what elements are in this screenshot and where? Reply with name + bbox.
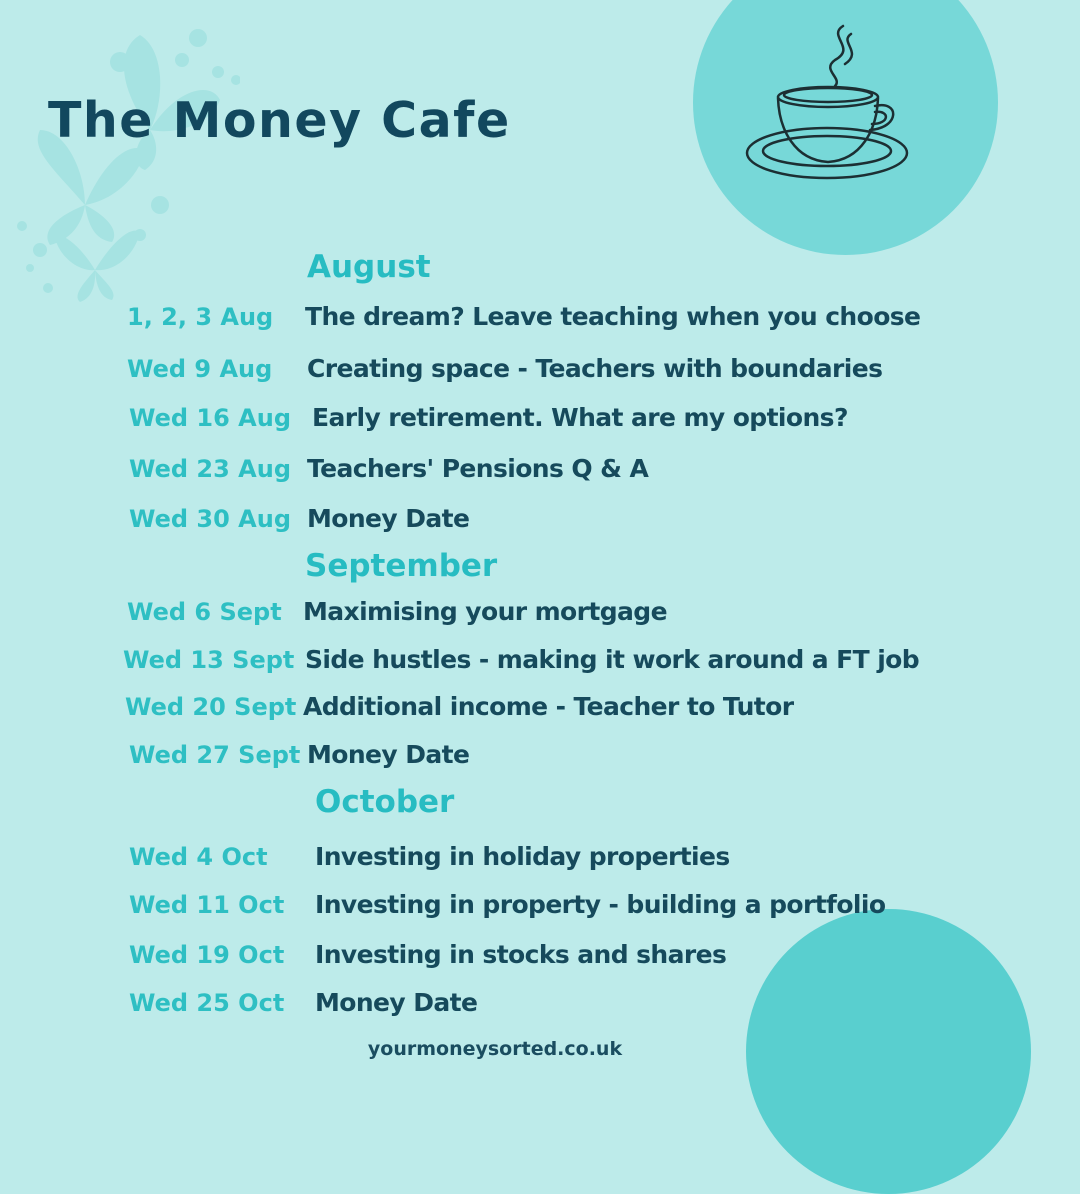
event-date: Wed 16 Aug xyxy=(129,404,292,432)
event-title: Creating space - Teachers with boundaries xyxy=(307,354,883,383)
coffee-cup-icon xyxy=(735,20,915,190)
event-title: Maximising your mortgage xyxy=(303,597,667,626)
event-date: Wed 6 Sept xyxy=(127,598,282,626)
event-title: The dream? Leave teaching when you choose xyxy=(305,302,921,331)
website-link[interactable]: yourmoneysorted.co.uk xyxy=(367,1038,623,1060)
event-title: Investing in holiday properties xyxy=(315,842,730,871)
event-title: Additional income - Teacher to Tutor xyxy=(303,692,794,721)
event-title: Money Date xyxy=(307,740,470,769)
event-date: Wed 9 Aug xyxy=(127,355,273,383)
event-date: Wed 20 Sept xyxy=(125,693,297,721)
event-date: Wed 19 Oct xyxy=(129,941,285,969)
event-date: Wed 27 Sept xyxy=(129,741,301,769)
event-date: 1, 2, 3 Aug xyxy=(127,303,274,331)
event-date: Wed 25 Oct xyxy=(129,989,285,1017)
page-title: The Money Cafe xyxy=(48,92,511,149)
event-title: Investing in stocks and shares xyxy=(315,940,727,969)
event-date: Wed 30 Aug xyxy=(129,505,292,533)
butterfly-icon xyxy=(0,20,240,320)
month-heading-october: October xyxy=(315,784,455,820)
event-date: Wed 23 Aug xyxy=(129,455,292,483)
event-date: Wed 13 Sept xyxy=(123,646,295,674)
event-title: Money Date xyxy=(315,988,478,1017)
event-date: Wed 4 Oct xyxy=(129,843,268,871)
event-title: Investing in property - building a portfolio xyxy=(315,890,886,919)
event-title: Side hustles - making it work around a FT job xyxy=(305,645,920,674)
event-title: Money Date xyxy=(307,504,470,533)
month-heading-august: August xyxy=(307,249,431,285)
month-heading-september: September xyxy=(305,548,498,584)
event-title: Early retirement. What are my options? xyxy=(312,403,848,432)
event-date: Wed 11 Oct xyxy=(129,891,285,919)
event-title: Teachers' Pensions Q & A xyxy=(307,454,649,483)
